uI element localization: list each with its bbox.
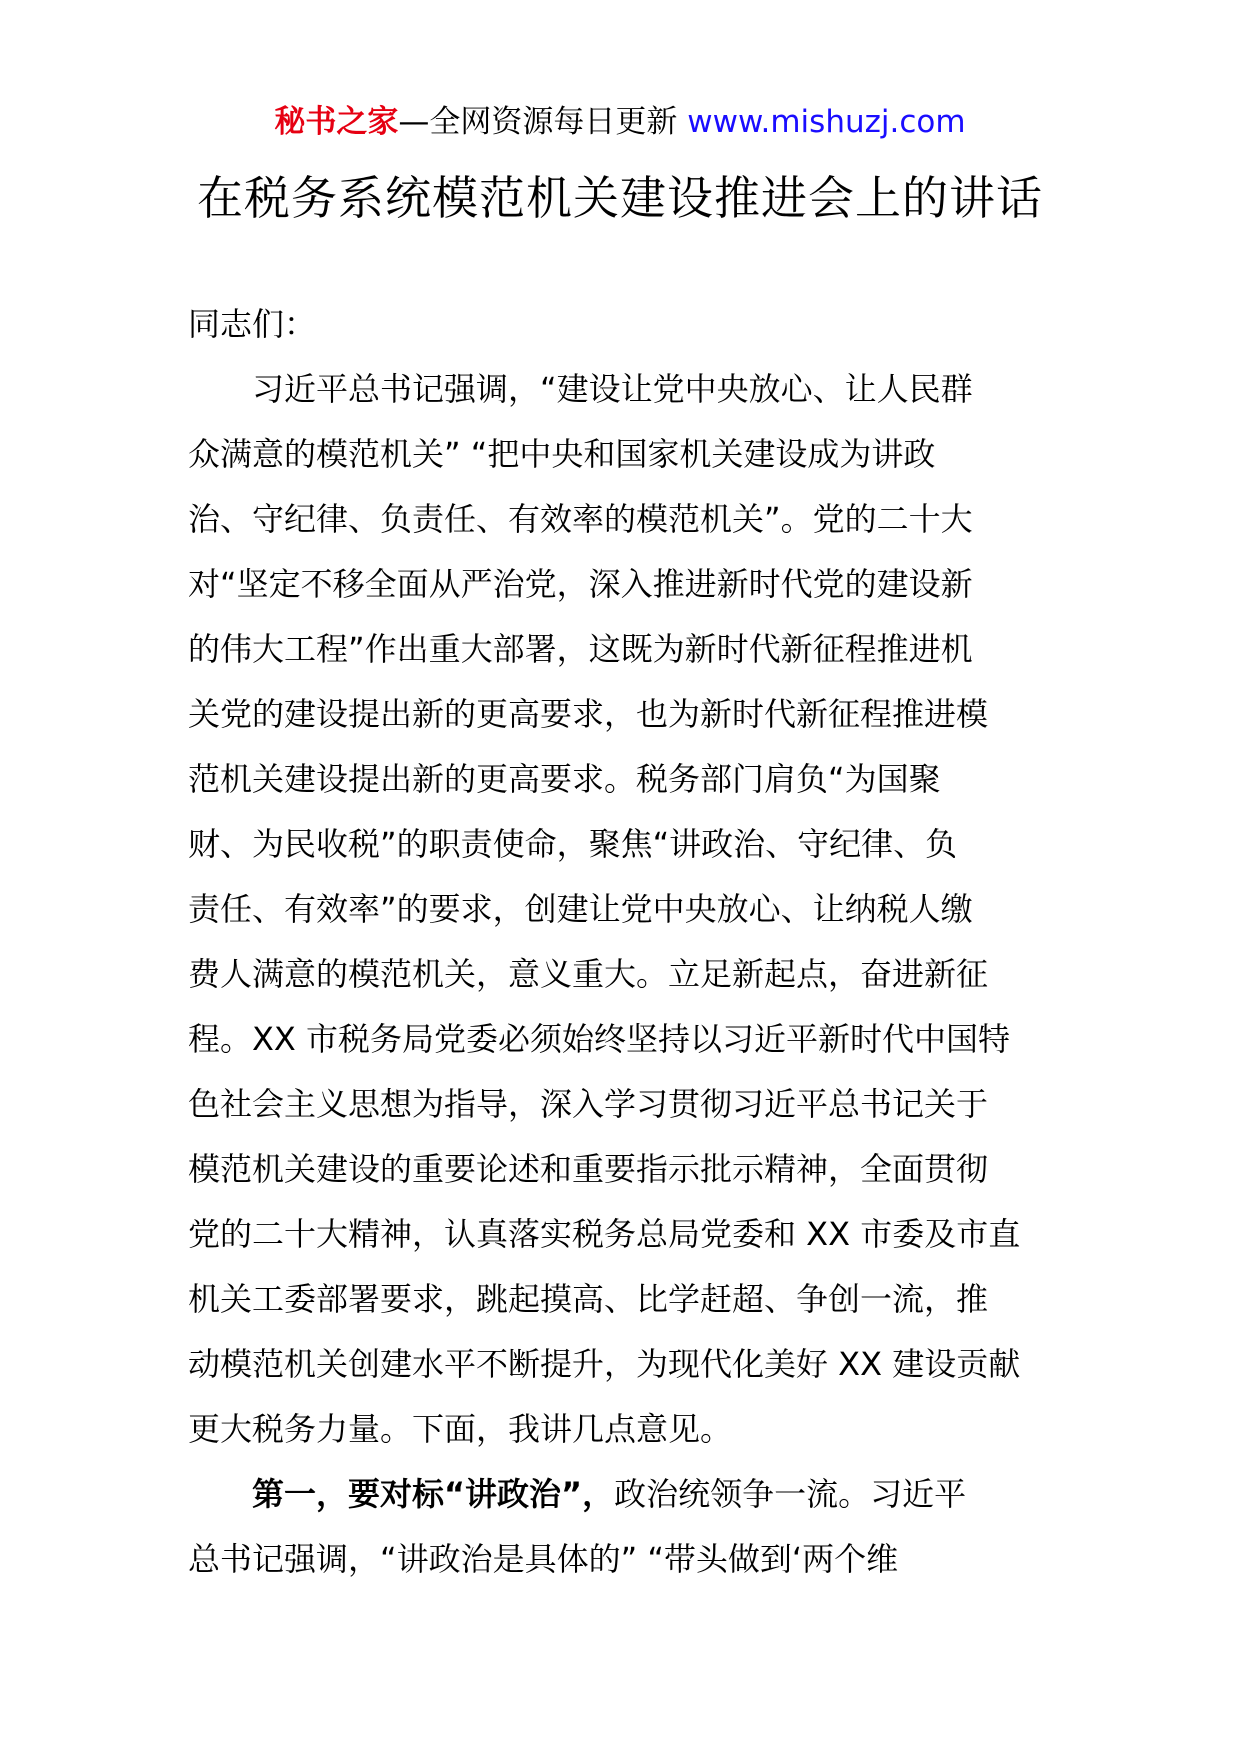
paragraph-line: 治、守纪律、负责任、有效率的模范机关”。党的二十大	[188, 500, 973, 538]
paragraph-line: 色社会主义思想为指导，深入学习贯彻习近平总书记关于	[188, 1085, 989, 1123]
document-title: 在税务系统模范机关建设推进会上的讲话	[197, 171, 1043, 225]
paragraph-line: 关党的建设提出新的更高要求，也为新时代新征程推进模	[188, 695, 989, 733]
paragraph-line: 责任、有效率”的要求，创建让党中央放心、让纳税人缴	[188, 890, 973, 928]
paragraph-line: 习近平总书记强调，“建设让党中央放心、让人民群	[252, 370, 973, 408]
paragraph-line: 众满意的模范机关” “把中央和国家机关建设成为讲政	[188, 435, 936, 473]
site-brand: 秘书之家	[274, 104, 399, 140]
paragraph-line: 费人满意的模范机关，意义重大。立足新起点，奋进新征	[188, 955, 989, 993]
paragraph-line: 的伟大工程”作出重大部署，这既为新时代新征程推进机	[188, 630, 973, 668]
site-tagline: —全网资源每日更新	[398, 104, 688, 140]
salutation: 同志们：	[188, 305, 317, 343]
paragraph-line: 财、为民收税”的职责使命，聚焦“讲政治、守纪律、负	[188, 825, 958, 863]
paragraph-line: 更大税务力量。下面，我讲几点意见。	[188, 1410, 733, 1448]
paragraph-text: 政治统领争一流。习近平	[614, 1475, 967, 1513]
paragraph-line: 总书记强调，“讲政治是具体的” “带头做到‘两个维	[188, 1540, 899, 1578]
paragraph-line: 党的二十大精神，认真落实税务总局党委和 XX 市委及市直	[188, 1215, 1021, 1253]
document-body	[188, 292, 1068, 1592]
paragraph-2	[188, 1462, 1068, 1592]
site-header	[0, 100, 1240, 144]
paragraph-1	[188, 357, 1068, 1462]
paragraph-line: 程。XX 市税务局党委必须始终坚持以习近平新时代中国特	[188, 1020, 1011, 1058]
paragraph-line: 模范机关建设的重要论述和重要指示批示精神，全面贯彻	[188, 1150, 989, 1188]
paragraph-line	[188, 1462, 1068, 1527]
paragraph-line: 动模范机关创建水平不断提升，为现代化美好 XX 建设贡献	[188, 1345, 1021, 1383]
paragraph-line: 机关工委部署要求，跳起摸高、比学赶超、争创一流，推	[188, 1280, 989, 1318]
paragraph-line: 对“坚定不移全面从严治党，深入推进新时代党的建设新	[188, 565, 973, 603]
site-url-link[interactable]: www.mishuzj.com	[687, 104, 966, 140]
section-heading: 第一，要对标“讲政治”，	[252, 1475, 615, 1513]
paragraph-line: 范机关建设提出新的更高要求。税务部门肩负“为国聚	[188, 760, 941, 798]
